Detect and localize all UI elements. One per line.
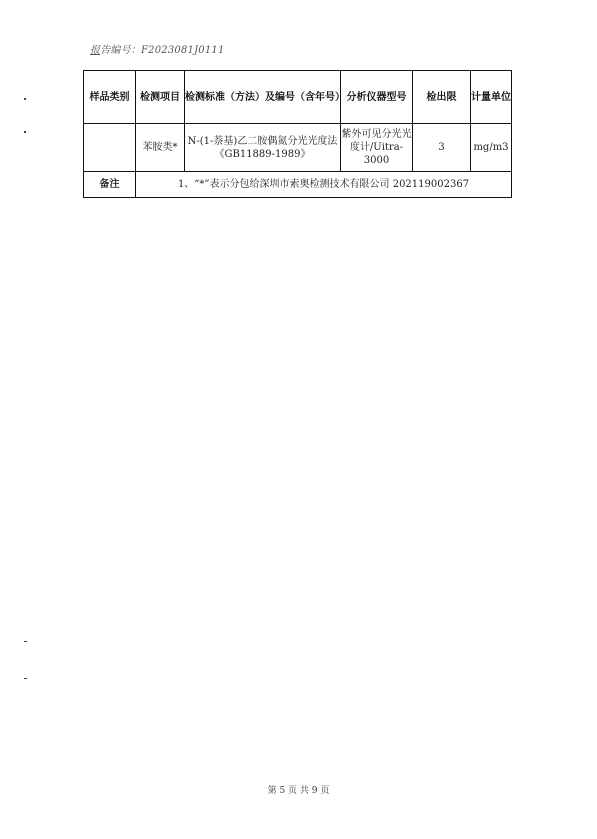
note-row: [84, 172, 512, 198]
page-number: 第 5 页 共 9 页: [267, 786, 330, 796]
note-text: 1、“*”表示分包给深圳市索奥检测技术有限公司 202119002367: [136, 172, 512, 198]
header-unit: 计量单位: [471, 71, 512, 124]
scan-mark: [24, 131, 26, 133]
cell-standard: N-(1-萘基)乙二胺偶氮分光光度法《GB11889-1989》: [185, 124, 341, 172]
table-header-row: [84, 71, 512, 124]
report-number-prefix: 报: [90, 45, 101, 56]
header-detection-limit: 检出限: [413, 71, 471, 124]
cell-unit: mg/m3: [471, 124, 512, 172]
scan-mark: [24, 641, 27, 642]
test-method-table: [83, 70, 512, 198]
header-instrument: 分析仪器型号: [341, 71, 413, 124]
cell-instrument: 紫外可见分光光度计/Uitra-3000: [341, 124, 413, 172]
note-label: 备注: [84, 172, 136, 198]
report-number: [90, 41, 225, 56]
header-standard: 检测标准（方法）及编号（含年号）: [185, 71, 341, 124]
scan-mark: [24, 678, 27, 679]
report-number-rest: 告编号：F2023081J0111: [100, 45, 225, 56]
table-row: [84, 124, 512, 172]
scan-mark: [24, 98, 26, 100]
header-test-item: 检测项目: [136, 71, 185, 124]
cell-test-item: 苯胺类*: [136, 124, 185, 172]
cell-detection-limit: 3: [413, 124, 471, 172]
cell-sample-category: [84, 124, 136, 172]
header-sample-category: 样品类别: [84, 71, 136, 124]
